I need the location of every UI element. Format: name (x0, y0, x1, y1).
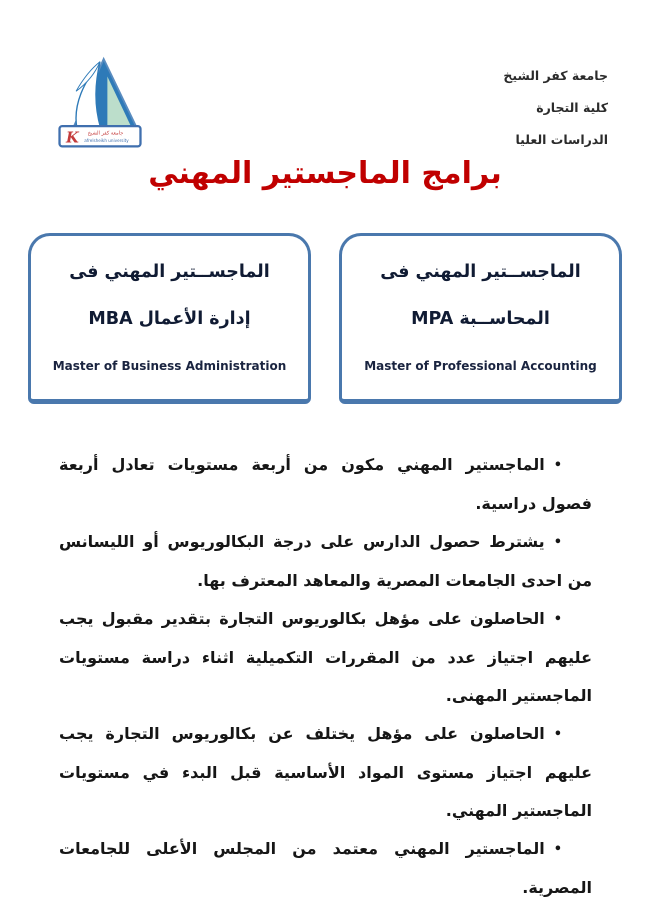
mpa-title-english: Master of Professional Accounting (364, 359, 597, 373)
department-name: الدراسات العليا (515, 132, 608, 147)
list-item (59, 715, 592, 830)
logo-caption-english: afrelsheikh university (84, 137, 129, 143)
page-title: برامج الماجستير المهني (148, 156, 502, 191)
bullet-text: يشترط حصول الدارس على درجة البكالوريوس أو الليسانس من احدى الجامعات المصرية والمعاهد المعترف بها. (59, 532, 592, 590)
list-item (59, 830, 592, 907)
mba-subtitle-arabic: إدارة الأعمال MBA (88, 309, 251, 329)
mba-title-english: Master of Business Administration (52, 359, 287, 373)
bullet-dot: • (553, 727, 562, 742)
university-info (503, 60, 608, 156)
university-name: جامعة كفر الشيخ (503, 68, 608, 83)
program-box-mpa (339, 233, 622, 404)
info-bullet-list (59, 446, 592, 907)
bullet-text: الماجستير المهني مكون من أربعة مستويات تعادل أربعة فصول دراسية. (59, 455, 592, 513)
list-item (59, 446, 592, 523)
university-logo (54, 56, 146, 154)
program-box-mba (28, 233, 311, 404)
logo-caption-arabic: جامعة كفر الشيخ (87, 130, 124, 137)
bullet-dot: • (553, 612, 562, 627)
bullet-text: الماجستير المهني معتمد من المجلس الأعلى للجامعات المصرية. (59, 839, 592, 897)
bullet-text: الحاصلون على مؤهل بكالوريوس التجارة بتقدير مقبول يجب عليهم اجتياز عدد من المقررات التكميلية اثناء دراسة مستويات الماجستير المهنى. (59, 609, 592, 705)
mba-title-arabic: الماجســتير المهني فى (69, 262, 270, 282)
faculty-name: كلية التجارة (536, 100, 608, 115)
list-item (59, 600, 592, 715)
mpa-title-arabic: الماجســتير المهني فى (380, 262, 581, 282)
bullet-dot: • (553, 535, 562, 550)
bullet-dot: • (553, 458, 562, 473)
bullet-dot: • (553, 842, 562, 857)
mpa-subtitle-arabic: المحاســبة MPA (411, 309, 550, 329)
bullet-text: الحاصلون على مؤهل يختلف عن بكالوريوس التجارة يجب عليهم اجتياز مستوى المواد الأساسية قبل البدء في مستويات الماجستير المهني. (59, 724, 592, 820)
list-item (59, 523, 592, 600)
logo-k-letter: K (65, 129, 79, 147)
